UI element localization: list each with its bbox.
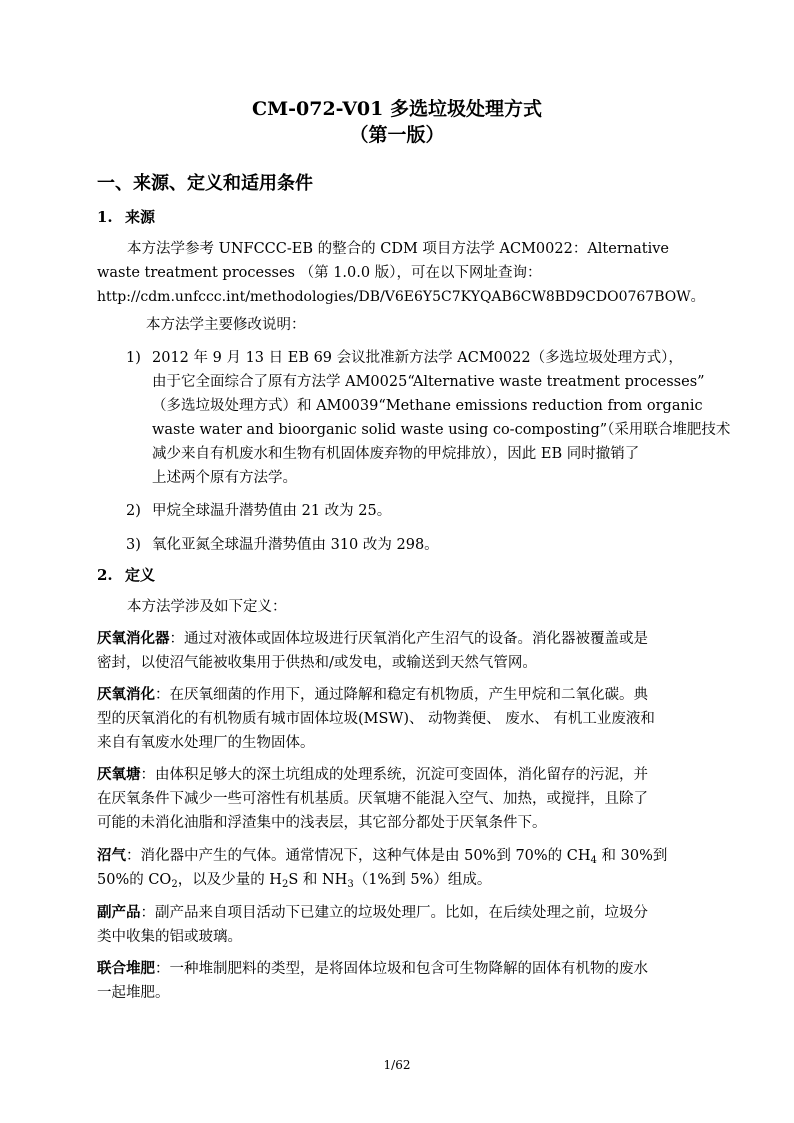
definition-term: 厌氧消化 — [97, 686, 155, 703]
definition-text: ：消化器中产生的气体。通常情况下，这种气体是由 50%到 70%的 CH — [126, 848, 591, 864]
definition-text: 50%的 CO — [97, 872, 172, 888]
list-item-line: 由于它全面综合了原有方法学 AM0025“Alternative waste treatment processes” — [152, 374, 705, 390]
definition-digestion — [97, 684, 648, 706]
subsection-number: 2. — [97, 566, 113, 584]
document-title: CM-072-V01 多选垃圾处理方式 — [251, 98, 542, 120]
definition-text: 和 30%到 — [596, 848, 668, 864]
page-number: 1/62 — [383, 1058, 411, 1072]
list-item-number: 2) — [126, 503, 141, 519]
definition-text: S 和 NH — [288, 872, 348, 888]
subsection-number: 1. — [97, 208, 113, 226]
list-item-number: 3) — [126, 537, 141, 553]
subscript: 2 — [281, 879, 289, 890]
subscript: 3 — [347, 879, 354, 890]
definition-text: ：在厌氧细菌的作用下，通过降解和稳定有机物质，产生甲烷和二氧化碳。典 — [155, 687, 648, 703]
definitions-intro: 本方法学涉及如下定义： — [127, 599, 287, 615]
definition-byproduct — [97, 902, 648, 924]
source-url: http://cdm.unfccc.int/methodologies/DB/V6E6Y5C7KYQAB6CW8BD9CDO0767BOW。 — [97, 289, 705, 305]
definition-text: 一起堆肥。 — [97, 985, 170, 1001]
section-heading: 一、来源、定义和适用条件 — [97, 173, 313, 194]
definition-lagoon — [97, 764, 648, 786]
source-paragraph-line: 本方法学参考 UNFCCC-EB 的整合的 CDM 项目方法学 ACM0022：Alternative — [127, 241, 669, 257]
list-item-line: 减少来自有机废水和生物有机固体废弃物的甲烷排放），因此 EB 同时撤销了 — [152, 446, 640, 462]
list-item-line: 上述两个原有方法学。 — [152, 470, 297, 486]
definition-text: （1%到 5%）组成。 — [353, 872, 492, 888]
subsection-definitions-heading — [97, 564, 155, 586]
definition-term: 厌氧消化器 — [97, 630, 170, 647]
list-item-line: 甲烷全球温升潜势值由 21 改为 25。 — [152, 503, 392, 519]
list-item-line: waste water and bioorganic solid waste using co-composting”（采用联合堆肥技术 — [152, 422, 731, 438]
list-item-line: （多选垃圾处理方式）和 AM0039“Methane emissions reduction from organic — [152, 398, 703, 414]
definition-term: 沼气 — [97, 847, 126, 864]
definition-text: ：一种堆制肥料的类型，是将固体垃圾和包含可生物降解的固体有机物的废水 — [155, 961, 648, 977]
definition-term: 副产品 — [97, 904, 141, 921]
source-paragraph-line: waste treatment processes （第 1.0.0 版），可在以下网址查询： — [97, 265, 542, 281]
list-item-line: 2012 年 9 月 13 日 EB 69 会议批准新方法学 ACM0022（多选垃圾处理方式）， — [152, 350, 683, 366]
document-subtitle: （第一版） — [349, 124, 445, 146]
definition-text: 可能的未消化油脂和浮渣集中的浅表层，其它部分都处于厌氧条件下。 — [97, 815, 547, 831]
definition-biogas — [97, 845, 667, 867]
definition-text: 来自有氧废水处理厂的生物固体。 — [97, 735, 315, 751]
definition-text: ：副产品来自项目活动下已建立的垃圾处理厂。比如，在后续处理之前，垃圾分 — [140, 905, 648, 921]
definition-text: 密封，以使沼气能被收集用于供热和/或发电，或输送到天然气管网。 — [97, 655, 537, 671]
definition-digester — [97, 628, 648, 650]
definition-biogas-line2 — [97, 869, 491, 891]
definition-text: ：由体积足够大的深土坑组成的处理系统，沉淀可变固体，消化留存的污泥，并 — [140, 767, 648, 783]
list-item-number: 1) — [126, 350, 141, 366]
modifications-intro: 本方法学主要修改说明： — [146, 317, 306, 333]
definition-term: 联合堆肥 — [97, 960, 155, 977]
list-item-line: 氧化亚氮全球温升潜势值由 310 改为 298。 — [152, 537, 439, 553]
definition-text: 型的厌氧消化的有机物质有城市固体垃圾(MSW)、 动物粪便、 废水、 有机工业废液和 — [97, 711, 655, 727]
subscript: 4 — [590, 855, 597, 866]
subsection-source-heading — [97, 206, 155, 228]
definition-cocomposting — [97, 958, 648, 980]
definition-text: 类中收集的铝或玻璃。 — [97, 929, 242, 945]
subsection-label: 定义 — [125, 566, 156, 584]
definition-text: 在厌氧条件下减少一些可溶性有机基质。厌氧塘不能混入空气、加热，或搅拌，且除了 — [97, 791, 648, 807]
definition-text: ：通过对液体或固体垃圾进行厌氧消化产生沼气的设备。消化器被覆盖或是 — [169, 631, 648, 647]
subscript: 2 — [171, 879, 178, 890]
definition-text: ，以及少量的 H — [177, 872, 282, 888]
definition-term: 厌氧塘 — [97, 766, 141, 783]
subsection-label: 来源 — [125, 208, 156, 226]
